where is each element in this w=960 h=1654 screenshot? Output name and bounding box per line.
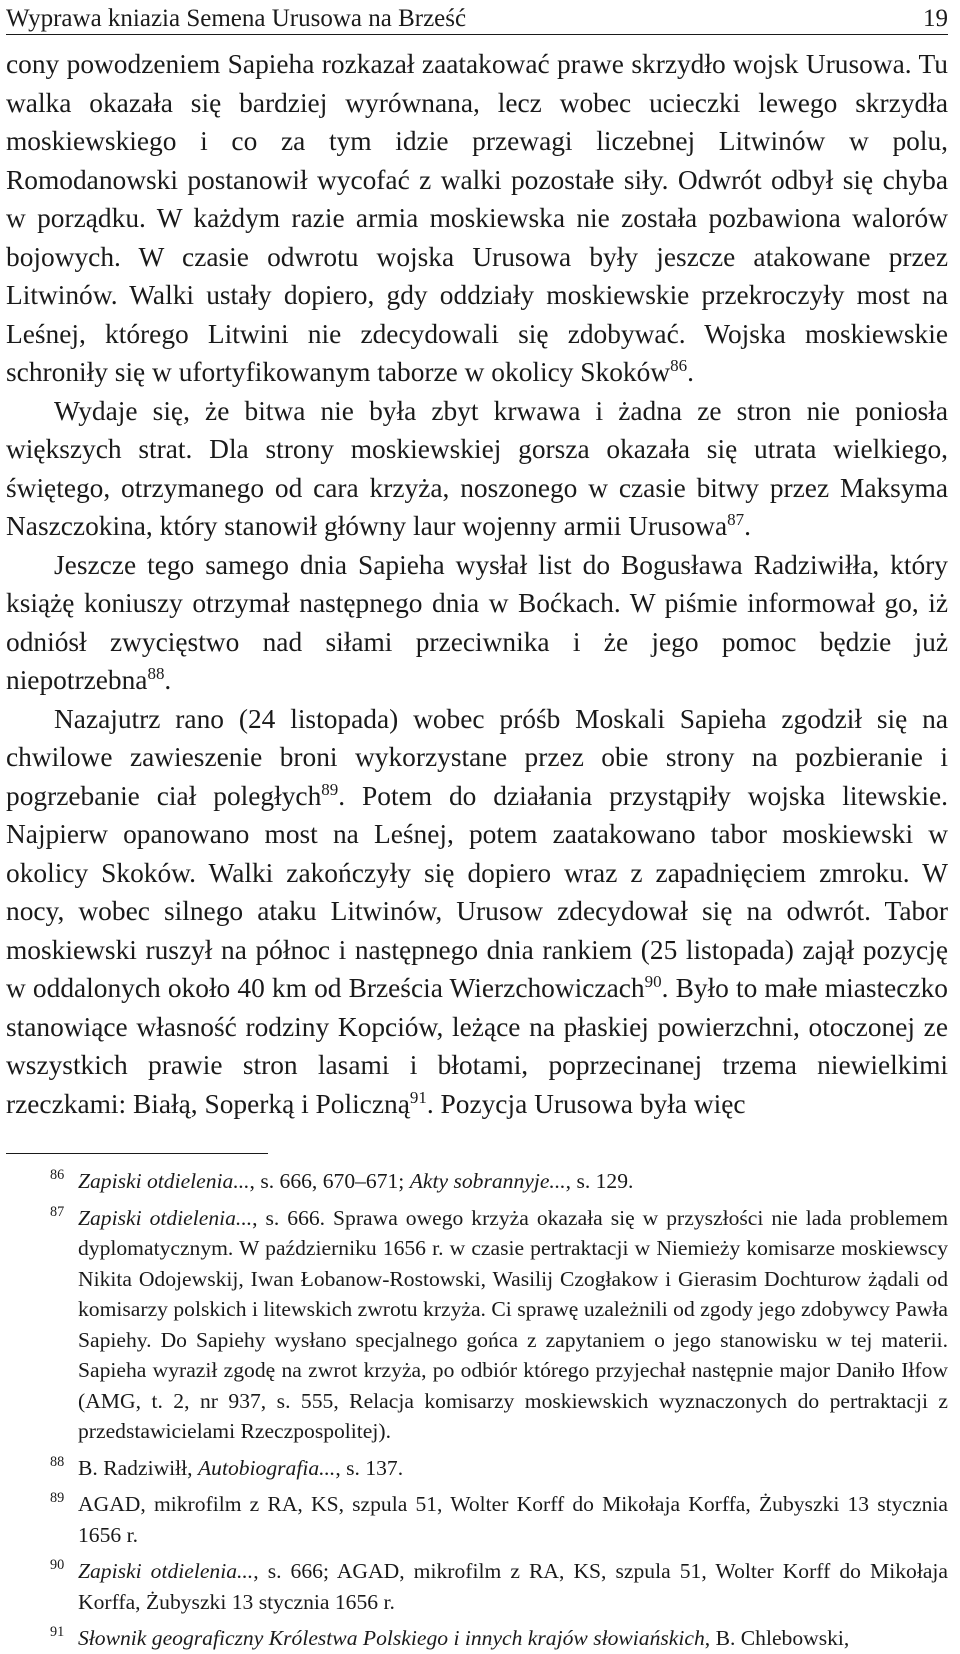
footnote-text: , s. 666. Sprawa owego krzyża okazała się w przyszłości nie lada problemem dyplomatycznym. W październiku 1656 r. w czasie pertraktacji w Niemieży komisarze moskiewscy Nikita Odojewskij, Iwan Łobanow-Rostowski, Wasilij Czogłakow i Gierasim Dochturow żądali od komisarzy polskich i litewskich zwrotu krzyża. Ci sprawę uzależnili od zgody jego zdobywcy Pawła Sapiehy. Do Sapiehy wysłano specjalnego gońca z zapytaniem o jego stanowisku w tej materii. Sapieha wyraził zgodę na zwrot krzyża, po odbiór którego przyjechał następnie major Daniło Iłfow (AMG, t. 2, nr 937, s. 555, Relacja komisarzy moskiewskich wyznaczonych do pertraktacji z przedstawicielami Rzeczpospolitej). (78, 1205, 948, 1443)
footnote-ref-91: 91 (409, 1087, 427, 1107)
footnote-ref-87: 87 (727, 509, 745, 529)
footnote-86 (6, 1166, 948, 1197)
footnote-text: , s. 666; AGAD, mikrofilm z RA, KS, szpula 51, Wolter Korff do Mikołaja Korffa, Żubyszki 13 stycznia 1656 r. (78, 1559, 948, 1614)
paragraph-4 (6, 700, 948, 1124)
paragraph-text: Nazajutrz rano (24 listopada) wobec próśb Moskali Sapieha zgodził się na chwilowe zawieszenie broni wykorzystane przez obie strony na pozbieranie i pogrzebanie ciał poległych (6, 703, 948, 811)
paragraph-text: . Potem do działania przystąpiły wojska litewskie. Najpierw opanowano most na Leśnej, potem zaatakowano tabor moskiewski w okolicy Skoków. Walki zakończyły się dopiero wraz z zapadnięciem zmroku. W nocy, wobec silnego ataku Litwinów, Urusow zdecydował się na odwrót. Tabor moskiewski ruszył na północ i następnego dnia rankiem (25 listopada) zajął pozycję w oddalonych około 40 km od Brześcia Wierzchowiczach (6, 780, 949, 1003)
source-title: Słownik geograficzny Królestwa Polskiego i innych krajów słowiańskich (78, 1626, 705, 1650)
footnote-ref-90: 90 (644, 971, 662, 991)
paragraph-text: . (744, 511, 751, 541)
footnote-number: 87 (50, 1203, 65, 1220)
footnote-separator (6, 1153, 268, 1154)
paragraph-text: . Było to małe miasteczko stanowiące własność rodziny Kopciów, leżące na płaskiej powierzchni, otoczonej ze wszystkich prawie stron lasami i błotami, poprzecinanej trzema niewielkimi rzeczkami: Białą, Soperką i Policzną (6, 973, 949, 1119)
footnote-text: B. Radziwiłł, (78, 1455, 198, 1480)
source-title: Zapiski otdielenia... (78, 1169, 250, 1193)
source-title: Akty sobrannyje... (409, 1169, 566, 1193)
footnote-number: 89 (50, 1490, 65, 1506)
footnote-number: 88 (50, 1453, 65, 1470)
footnote-ref-88: 88 (147, 663, 165, 683)
page-number: 19 (923, 5, 948, 32)
source-title: Zapiski otdielenia... (78, 1205, 253, 1230)
paragraph-text: Wydaje się, że bitwa nie była zbyt krwawa i żadna ze stron nie poniosła większych strat. Dla strony moskiewskiej gorsza okazała się utrata wielkiego, świętego, otrzymanego od cara krzyża, noszonego w czasie bitwy przez Maksyma Naszczokina, który stanowił główny laur wojenny armii Urusowa (6, 395, 948, 541)
paragraph-text: Jeszcze tego samego dnia Sapieha wysłał list do Bogusława Radziwiłła, który książę koniuszy otrzymał następnego dnia w Boćkach. W piśmie informował go, iż odniósł zwycięstwo nad siłami przeciwnika i że jego pomoc będzie już niepotrzebna (6, 549, 948, 695)
source-title: Autobiografia... (197, 1455, 336, 1480)
footnote-text: , B. Chlebowski, (704, 1626, 850, 1650)
footnote-91 (6, 1623, 948, 1654)
footnote-88 (6, 1453, 948, 1484)
paragraph-text: . Pozycja Urusowa była więc (426, 1088, 746, 1119)
paragraph-text: cony powodzeniem Sapieha rozkazał zaatakować prawe skrzydło wojsk Urusowa. Tu walka okazała się bardziej wyrównana, lecz wobec ucieczki lewego skrzydła moskiewskiego i co za tym idzie przewagi liczebnej Litwinów w polu, Romodanowski postanowił wycofać z walki pozostałe siły. Odwrót odbył się chyba w porządku. W każdym razie armia moskiewska nie została pozbawiona walorów bojowych. W czasie odwrotu wojska Urusowa były jeszcze atakowane przez Litwinów. Walki ustały dopiero, gdy oddziały moskiewskie przekroczyły most na Leśnej, którego Litwini nie zdecydowali się zdobywać. Wojska moskiewskie schroniły się w ufortyfikowanym taborze w okolicy Skoków (6, 49, 948, 387)
footnote-text: , s. 137. (335, 1455, 404, 1480)
paragraph-text: . (164, 665, 172, 695)
footnote-90 (6, 1556, 948, 1617)
paragraph-3 (6, 546, 948, 700)
footnote-text: AGAD, mikrofilm z RA, KS, szpula 51, Wolter Korff do Mikołaja Korffa, Żubyszki 13 stycznia 1656 r. (78, 1492, 948, 1547)
paragraph-text: . (687, 357, 694, 387)
footnote-text: , s. 666, 670–671; (249, 1169, 410, 1193)
footnote-text: , s. 129. (565, 1169, 634, 1193)
footnote-number: 91 (50, 1624, 65, 1640)
running-title: Wyprawa kniazia Semena Urusowa na Brześć (6, 5, 467, 32)
running-header (6, 0, 948, 35)
footnotes (6, 1166, 948, 1654)
footnote-number: 86 (50, 1167, 65, 1183)
footnote-number: 90 (50, 1557, 65, 1573)
footnote-89 (6, 1489, 948, 1550)
paragraph-1 (6, 45, 948, 392)
footnote-ref-86: 86 (670, 355, 688, 375)
footnote-87 (6, 1203, 948, 1447)
source-title: Zapiski otdielenia... (78, 1559, 254, 1583)
footnote-ref-89: 89 (321, 779, 339, 799)
main-text (6, 45, 948, 1123)
paragraph-2 (6, 392, 948, 546)
